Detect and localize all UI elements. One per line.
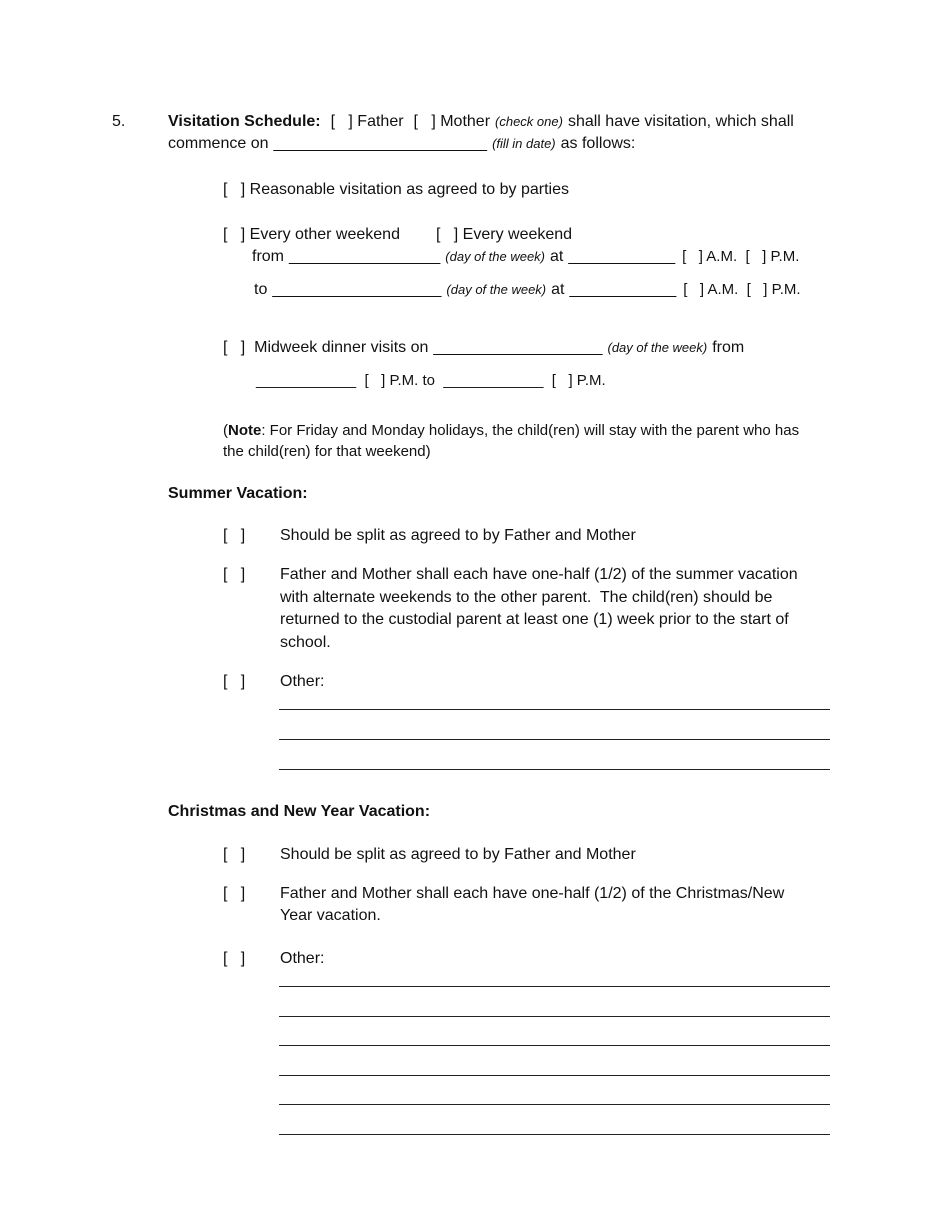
section-title: Visitation Schedule:: [168, 113, 321, 130]
summer-other-label: Other:: [280, 673, 325, 690]
summer-option-2-checkbox[interactable]: [ ]: [223, 566, 246, 583]
day-of-week-hint: (day of the week): [607, 340, 708, 355]
from-day-field[interactable]: _________________: [289, 248, 441, 265]
summer-vacation-heading: Summer Vacation:: [168, 485, 308, 502]
midweek-times-fields[interactable]: ____________ [ ] P.M. to ____________ [ ] P.M.: [256, 372, 606, 389]
summer-option-2-line: with alternate weekends to the other parent. The child(ren) should be: [280, 589, 773, 606]
christmas-other-fill-line[interactable]: [279, 1104, 830, 1105]
summer-option-2-line: Father and Mother shall each have one-half (1/2) of the summer vacation: [280, 566, 798, 583]
as-follows-label: as follows:: [560, 135, 636, 152]
midweek-day-field[interactable]: ___________________: [433, 339, 603, 356]
midweek-line: [223, 339, 744, 357]
from-am-pm-checkboxes[interactable]: [ ] A.M. [ ] P.M.: [682, 248, 800, 265]
note-line-2: the child(ren) for that weekend): [223, 443, 431, 460]
to-label: to: [254, 281, 268, 298]
christmas-option-2-line: Father and Mother shall each have one-half (1/2) of the Christmas/New: [280, 885, 785, 902]
summer-other-fill-line[interactable]: [279, 739, 830, 740]
christmas-option-2-line: Year vacation.: [280, 907, 381, 924]
to-am-pm-checkboxes[interactable]: [ ] A.M. [ ] P.M.: [683, 281, 801, 298]
day-of-week-hint: (day of the week): [445, 249, 545, 264]
note-open-paren: (: [223, 422, 228, 439]
christmas-option-1-text: Should be split as agreed to by Father and Mother: [280, 846, 636, 863]
father-checkbox[interactable]: [ ] Father: [330, 113, 404, 130]
note-text: : For Friday and Monday holidays, the child(ren) will stay with the parent who has: [261, 422, 800, 439]
summer-other-fill-line[interactable]: [279, 769, 830, 770]
christmas-option-2-checkbox[interactable]: [ ]: [223, 885, 246, 902]
christmas-other-label: Other:: [280, 950, 325, 967]
commence-line: [168, 135, 635, 153]
summer-option-1-text: Should be split as agreed to by Father and Mother: [280, 527, 636, 544]
note-label: Note: [228, 422, 262, 439]
at-label: at: [550, 248, 564, 265]
christmas-option-1-checkbox[interactable]: [ ]: [223, 846, 246, 863]
fill-date-hint: (fill in date): [492, 136, 556, 151]
commence-date-field[interactable]: ________________________: [273, 135, 488, 152]
summer-other-checkbox[interactable]: [ ]: [223, 673, 246, 690]
at-label: at: [551, 281, 565, 298]
day-of-week-hint: (day of the week): [446, 282, 547, 297]
check-one-hint: (check one): [495, 114, 563, 129]
summer-option-1-checkbox[interactable]: [ ]: [223, 527, 246, 544]
christmas-vacation-heading: Christmas and New Year Vacation:: [168, 803, 431, 820]
summer-other-fill-line[interactable]: [279, 709, 830, 710]
christmas-other-fill-line[interactable]: [279, 1134, 830, 1135]
weekend-from-line: [252, 248, 799, 266]
every-weekend-option[interactable]: [ ] Every weekend: [436, 226, 573, 243]
reasonable-visitation-option[interactable]: [ ] Reasonable visitation as agreed to by parties: [223, 181, 569, 198]
christmas-other-fill-line[interactable]: [279, 1075, 830, 1076]
christmas-other-fill-line[interactable]: [279, 1045, 830, 1046]
visitation-schedule-line: [168, 113, 794, 131]
visitation-text: shall have visitation, which shall: [567, 113, 794, 130]
summer-option-2-line: school.: [280, 634, 331, 651]
summer-option-2-line: returned to the custodial parent at least one (1) week prior to the start of: [280, 611, 789, 628]
section-number: 5.: [112, 113, 126, 130]
mother-checkbox[interactable]: [ ] Mother: [413, 113, 491, 130]
commence-label: commence on: [168, 135, 269, 152]
every-other-weekend-option[interactable]: [ ] Every other weekend: [223, 226, 400, 243]
from-label: from: [712, 339, 745, 356]
from-label: from: [252, 248, 284, 265]
midweek-option[interactable]: [ ] Midweek dinner visits on: [223, 339, 429, 356]
to-day-field[interactable]: ___________________: [272, 281, 442, 298]
christmas-other-checkbox[interactable]: [ ]: [223, 950, 246, 967]
christmas-other-fill-line[interactable]: [279, 1016, 830, 1017]
weekend-to-line: [254, 281, 801, 299]
to-time-field[interactable]: ____________: [569, 281, 677, 298]
note-line-1: [223, 422, 799, 439]
from-time-field[interactable]: ____________: [568, 248, 676, 265]
christmas-other-fill-line[interactable]: [279, 986, 830, 987]
